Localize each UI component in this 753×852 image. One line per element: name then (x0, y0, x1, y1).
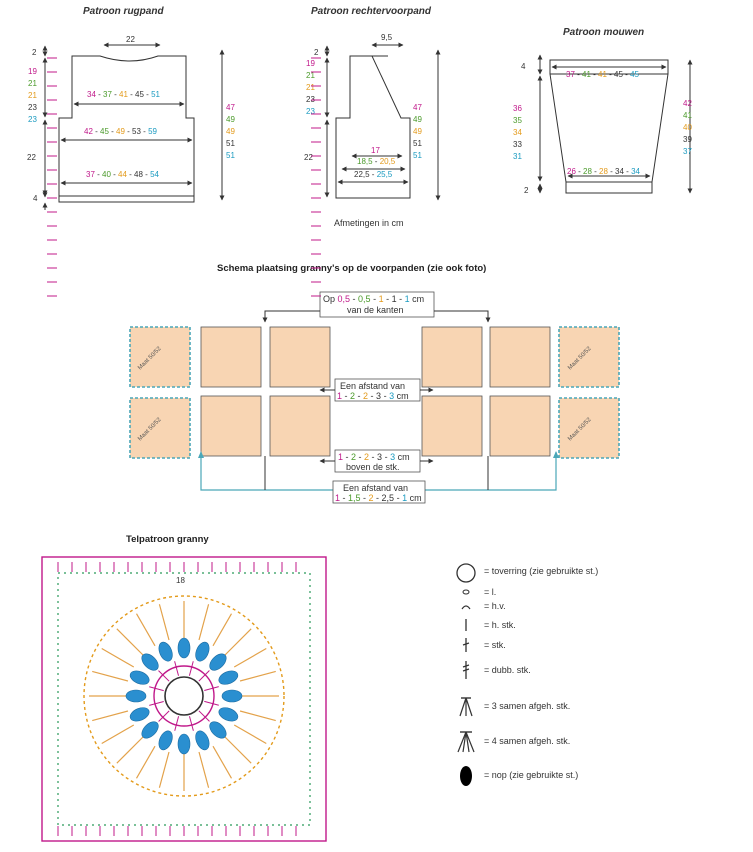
sleeve-right-1: 42 (683, 99, 692, 108)
stitch-spoke (92, 711, 128, 721)
stitch-spoke (234, 649, 266, 668)
chain-icon (463, 590, 469, 594)
afstand-label: Een afstand van (340, 381, 406, 391)
stitch-inner-spoke (175, 661, 179, 675)
back-left-shoulder-5: 23 (28, 115, 37, 124)
stitch-inner-spoke (159, 711, 170, 722)
sleeve-pattern (513, 27, 692, 195)
stitch-spoke (92, 671, 128, 681)
back-rib (59, 196, 194, 202)
granny-square (422, 396, 482, 456)
magic-ring-icon (165, 677, 203, 715)
sleeve-left-4-value: 33 (513, 140, 522, 149)
stitch-spoke (225, 737, 251, 763)
maat-label-right-bottom: Maat 50/52 (567, 416, 593, 443)
granny-square (201, 327, 261, 387)
back-left-22: 22 (27, 153, 36, 162)
legend-text-5: = stk. (484, 640, 506, 650)
bobble-stitch (128, 705, 151, 724)
legend-text-2: = l. (484, 587, 497, 597)
stitch-spoke (102, 649, 134, 668)
sleeve-title: Patroon mouwen (563, 27, 645, 38)
back-length-5: 51 (226, 151, 235, 160)
granny-square (490, 396, 550, 456)
granny-square-maat-right-top (559, 327, 619, 387)
bottom-values: 1 - 1,5 - 2 - 2,5 - 1 cm (335, 493, 422, 503)
stitch-inner-spoke (204, 701, 218, 705)
legend-text-4: = h. stk. (484, 620, 516, 630)
stitch-spoke (137, 614, 156, 646)
sleeve-left-4: 4 (521, 62, 526, 71)
stitch-spoke (213, 746, 232, 778)
maat-label-left-bottom: Maat 50/52 (137, 416, 163, 443)
van-de-kanten-label: van de kanten (347, 305, 404, 315)
legend-text-7: = 3 samen afgeh. stk. (484, 701, 571, 711)
schema-title: Schema plaatsing granny's op de voorpanden (zie ook foto) (217, 263, 487, 274)
back-length-1: 47 (226, 103, 235, 112)
stitch-spoke (117, 629, 143, 655)
sleeve-right-3: 40 (683, 123, 692, 132)
stitch-spoke (117, 737, 143, 763)
stitch-spoke (159, 604, 169, 640)
afstand-values: 1 - 2 - 2 - 3 - 3 cm (337, 391, 409, 401)
stitch-spoke (213, 614, 232, 646)
bottom-label: Een afstand van (343, 483, 409, 493)
back-left-2: 2 (32, 48, 37, 57)
stitch-inner-spoke (204, 687, 218, 691)
front-left-shoulder-4: 23 (306, 95, 315, 104)
stitch-spoke (240, 711, 276, 721)
stitch-spoke (137, 746, 156, 778)
legend (457, 564, 598, 786)
front-left-shoulder-2: 21 (306, 71, 315, 80)
granny-square (270, 396, 330, 456)
bobble-stitch (217, 705, 240, 724)
back-waist-values: 42 - 45 - 49 - 53 - 59 (84, 127, 157, 136)
front-width-1: 17 (371, 146, 380, 155)
front-width-2: 18,5 - 20,5 (357, 157, 396, 166)
front-left-shoulder-5: 23 (306, 107, 315, 116)
back-left-shoulder-1: 19 (28, 67, 37, 76)
front-top-width: 9,5 (381, 33, 393, 42)
back-length-4: 51 (226, 139, 235, 148)
back-title: Patroon rugpand (83, 6, 164, 17)
boven-label: boven de stk. (346, 462, 400, 472)
stitch-inner-spoke (158, 671, 169, 682)
boven-values: 1 - 2 - 2 - 3 - 3 cm (338, 452, 410, 462)
bobble-stitch (128, 668, 151, 687)
front-left-shoulder-1: 19 (306, 59, 315, 68)
back-top-width: 22 (126, 35, 135, 44)
back-length-3: 49 (226, 127, 235, 136)
granny-square-maat-right-bottom (559, 398, 619, 458)
stitch-inner-spoke (175, 716, 179, 730)
bobble-stitch (156, 729, 175, 752)
slip-stitch-icon (462, 606, 470, 609)
maat-label-left-top: Maat 50/52 (137, 345, 163, 372)
sleeve-right-2: 41 (683, 111, 692, 120)
bobble-stitch (193, 640, 212, 663)
sleeve-left-5: 31 (513, 152, 522, 161)
front-length-2: 49 (413, 115, 422, 124)
front-length-1: 47 (413, 103, 422, 112)
front-length-4: 51 (413, 139, 422, 148)
legend-text-6: = dubb. stk. (484, 665, 531, 675)
front-length-3: 49 (413, 127, 422, 136)
stitch-inner-spoke (189, 716, 193, 730)
granny-square (490, 327, 550, 387)
stitch-inner-spoke (199, 670, 210, 681)
bobble-stitch (193, 729, 212, 752)
sleeve-right-5: 37 (683, 147, 692, 156)
back-hem-values: 37 - 40 - 44 - 48 - 54 (86, 170, 159, 179)
stitch-inner-spoke (149, 687, 163, 691)
sleeve-left-1: 36 (513, 104, 522, 113)
back-left-4: 4 (33, 194, 38, 203)
stitch-spoke (159, 752, 169, 788)
granny-square-maat-left-top (130, 327, 190, 387)
treble-crochet-icon (463, 661, 469, 679)
stitch-inner-spoke (199, 711, 210, 722)
sleeve-left-2: 35 (513, 116, 522, 125)
granny-start-label: 18 (176, 576, 185, 585)
front-title: Patroon rechtervoorpand (311, 6, 432, 17)
legend-text-8: = 4 samen afgeh. stk. (484, 736, 571, 746)
sleeve-cuff (566, 182, 652, 193)
three-together-icon (460, 698, 472, 716)
front-left-2: 2 (314, 48, 319, 57)
magic-ring-icon (457, 564, 475, 582)
sleeve-right-4: 39 (683, 135, 692, 144)
front-length-5: 51 (413, 151, 422, 160)
granny-square (422, 327, 482, 387)
bobble-stitch (178, 734, 190, 754)
bobble-stitch (217, 668, 240, 687)
double-crochet-icon (463, 638, 469, 652)
granny-square (270, 327, 330, 387)
bobble-stitch (126, 690, 146, 702)
stitch-spoke (240, 671, 276, 681)
stitch-spoke (199, 752, 209, 788)
placement-schema (130, 263, 619, 503)
stitch-inner-spoke (189, 661, 193, 675)
telpatroon-title: Telpatroon granny (126, 534, 209, 545)
stitch-spoke (234, 725, 266, 744)
back-pattern (27, 6, 235, 210)
granny-square (201, 396, 261, 456)
back-chest-values: 34 - 37 - 41 - 45 - 51 (87, 90, 160, 99)
bobble-stitch (178, 638, 190, 658)
front-width-3: 22,5 - 25,5 (354, 170, 393, 179)
bobble-stitch (222, 690, 242, 702)
stitch-inner-spoke (149, 701, 163, 705)
front-left-22: 22 (304, 153, 313, 162)
sleeve-bottom-values: 26 - 28 - 28 - 34 - 34 (567, 167, 640, 176)
maat-label-right-top: Maat 50/52 (567, 345, 593, 372)
granny-square-maat-left-bottom (130, 398, 190, 458)
stitch-spoke (225, 629, 251, 655)
back-left-shoulder-3: 21 (28, 91, 37, 100)
bobble-icon (460, 766, 472, 786)
measurements-caption: Afmetingen in cm (334, 218, 404, 228)
back-left-shoulder-4: 23 (28, 103, 37, 112)
legend-text-9: = nop (zie gebruikte st.) (484, 770, 579, 780)
back-length-2: 49 (226, 115, 235, 124)
sleeve-top-values: 37 - 41 - 41 - 45 - 45 (566, 70, 639, 79)
stitch-spoke (199, 604, 209, 640)
legend-text-3: = h.v. (484, 601, 506, 611)
back-left-shoulder-2: 21 (28, 79, 37, 88)
bobble-stitch (156, 640, 175, 663)
sleeve-left-2: 2 (524, 186, 529, 195)
legend-text-1: = toverring (zie gebruikte st.) (484, 566, 599, 576)
four-together-icon (458, 732, 474, 752)
op-label: Op 0,5 - 0,5 - 1 - 1 - 1 cm (323, 294, 425, 304)
front-pattern (304, 6, 438, 228)
stitch-spoke (102, 725, 134, 744)
sleeve-left-3: 34 (513, 128, 522, 137)
front-left-shoulder-3: 21 (306, 83, 315, 92)
